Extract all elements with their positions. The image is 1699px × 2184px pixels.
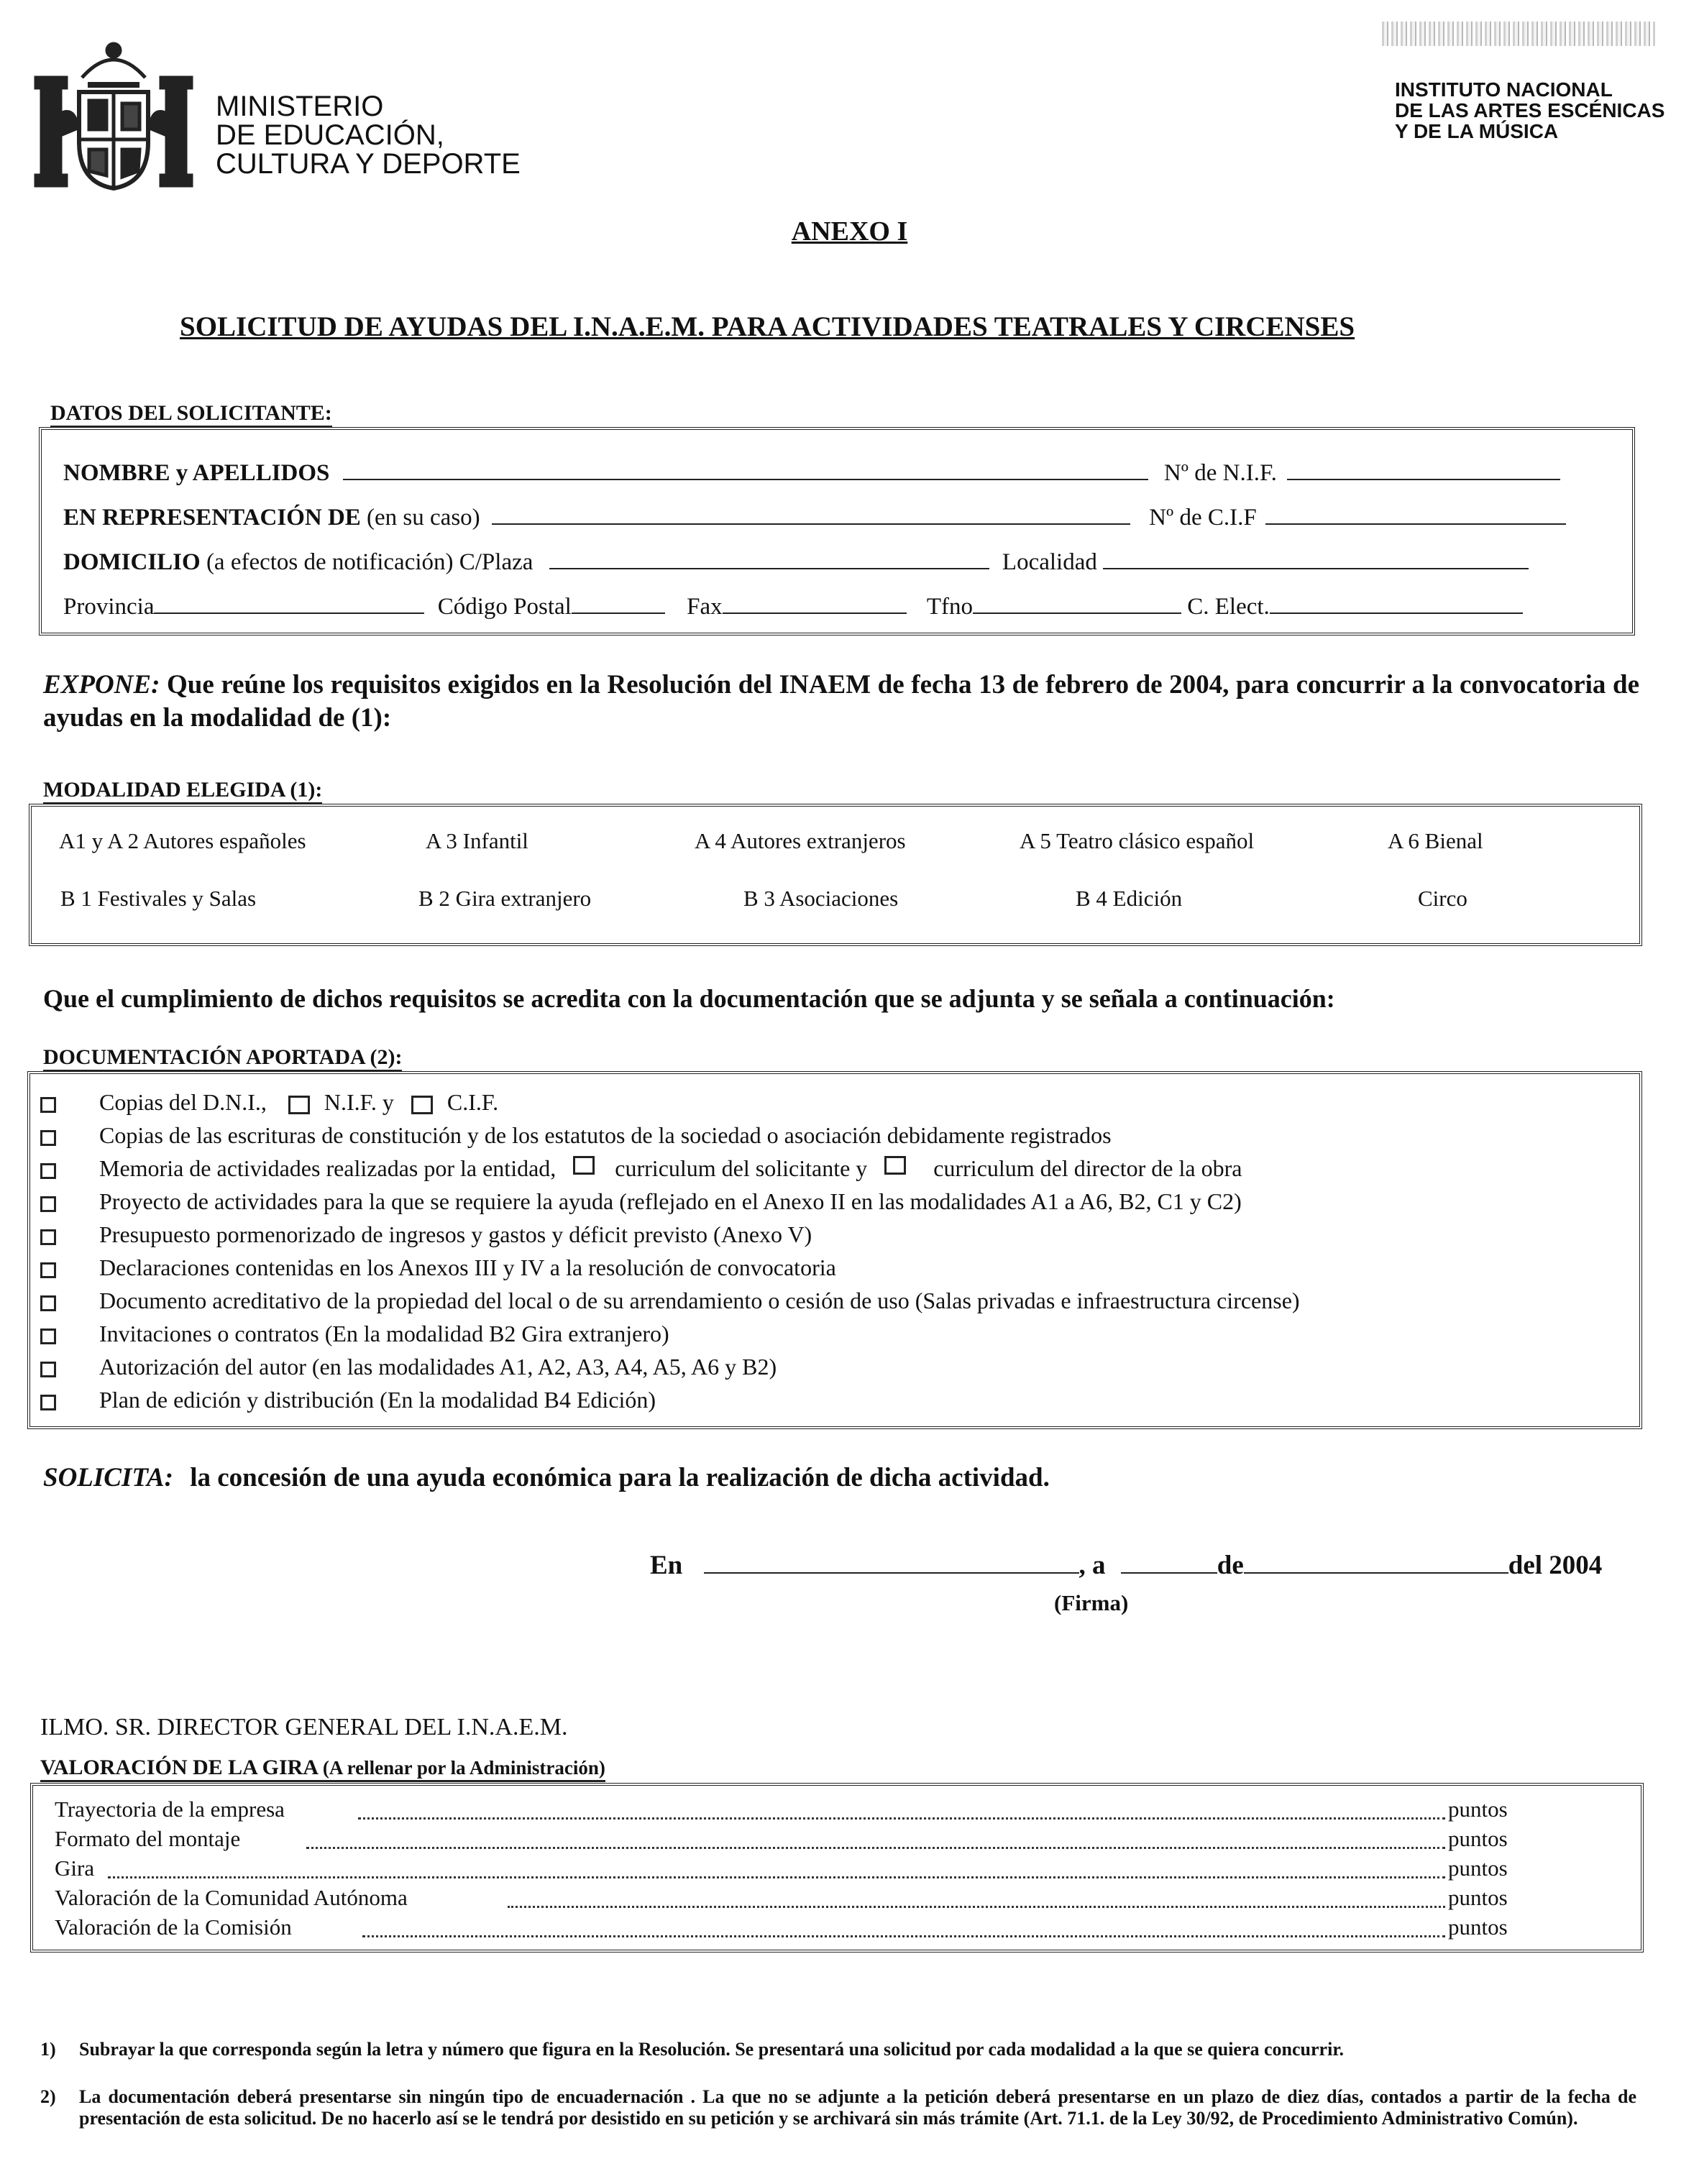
doc-item-7 [40,1284,1300,1317]
expone-text: Que reúne los requisitos exigidos en la Resolución del INAEM de fecha 13 de febrero de 2004, para concurrir a la convocatoria de ayudas en la modalidad de (1): [43,670,1640,733]
email-label: C. Elect. [1187,594,1270,620]
address-field[interactable] [549,568,989,569]
doc-item-2-label: Copias de las escrituras de constitución y de los estatutos de la sociedad o asociación debidamente registrados [99,1122,1112,1148]
checkbox[interactable] [40,1097,56,1113]
modality-a3[interactable]: A 3 Infantil [426,828,528,853]
doc-item-9-label: Autorización del autor (en las modalidades A1, A2, A3, A4, A5, A6 y B2) [99,1354,777,1380]
signature-line [650,1550,1602,1581]
footnote-1-text: Subrayar la que corresponda según la letra y número que figura en la Resolución. Se presentará una solicitud por cada modalidad a la que se quiera concurrir. [79,2039,1344,2060]
checkbox[interactable] [40,1329,56,1344]
doc-item-3 [40,1152,1300,1185]
institute-line-3: Y DE LA MÚSICA [1395,120,1559,142]
form-title: SOLICITUD DE AYUDAS DEL I.N.A.E.M. PARA ACTIVIDADES TEATRALES Y CIRCENSES [180,311,1355,342]
valuation-item-1: Trayectoria de la empresa [55,1797,285,1822]
ministry-name [216,92,521,178]
expone-paragraph [43,669,1639,735]
email-field[interactable] [1270,612,1523,614]
checkbox[interactable] [40,1295,56,1311]
postal-field[interactable] [572,612,665,614]
phone-field[interactable] [973,612,1181,614]
doc-item-10 [40,1383,1300,1416]
doc-item-3-memory-label: Memoria de actividades realizadas por la entidad, [99,1155,557,1181]
checkbox[interactable] [573,1156,595,1175]
valuation-dots-5 [362,1935,1445,1937]
ministry-line-1: MINISTERIO [216,91,384,122]
coat-of-arms-logo [32,35,196,194]
ministry-line-3: CULTURA Y DEPORTE [216,148,521,180]
doc-item-1-nif-label: N.I.F. y [324,1089,394,1115]
valuation-subtitle: (A rellenar por la Administración) [322,1757,605,1779]
valuation-item-4: Valoración de la Comunidad Autónoma [55,1885,408,1910]
checkbox[interactable] [40,1196,56,1212]
doc-item-1 [40,1086,1300,1119]
contact-row [63,594,1523,620]
signature-firma-label: (Firma) [1054,1590,1129,1615]
checkbox[interactable] [40,1130,56,1146]
checkbox[interactable] [40,1262,56,1278]
doc-item-1-dni-label: Copias del D.N.I., [99,1089,267,1115]
province-label: Provincia [63,594,155,620]
checkbox[interactable] [411,1096,433,1114]
valuation-title-main: VALORACIÓN DE LA GIRA [40,1756,318,1779]
doc-item-1-cif-label: C.I.F. [446,1089,499,1115]
modality-b1[interactable]: B 1 Festivales y Salas [60,886,257,911]
fax-label: Fax [687,594,723,620]
documentation-section-label: DOCUMENTACIÓN APORTADA (2): [43,1045,402,1072]
fax-field[interactable] [723,612,907,614]
annex-title: ANEXO I [791,216,908,247]
name-row [63,460,1560,487]
documentation-list [40,1086,1300,1416]
representation-hint: (en su caso) [367,505,480,531]
solicita-paragraph [43,1462,1050,1493]
valuation-dots-4 [508,1906,1445,1908]
doc-item-10-label: Plan de edición y distribución (En la modalidad B4 Edición) [99,1387,656,1413]
stamp-noise [1382,22,1655,46]
ministry-line-2: DE EDUCACIÓN, [216,119,444,151]
valuation-dots-1 [358,1817,1445,1820]
doc-item-8-label: Invitaciones o contratos (En la modalidad B2 Gira extranjero) [99,1321,669,1346]
footnote-1-number: 1) [40,2039,56,2060]
modality-section-label: MODALIDAD ELEGIDA (1): [43,778,322,804]
checkbox[interactable] [40,1229,56,1245]
valuation-points-2[interactable]: puntos [1448,1826,1508,1851]
institute-name [1395,79,1664,142]
doc-item-3-director-cv-label: curriculum del director de la obra [933,1155,1242,1181]
modality-circo[interactable]: Circo [1418,886,1467,911]
doc-item-8 [40,1317,1300,1350]
valuation-points-column [1448,1794,1508,1942]
applicant-section-label: DATOS DEL SOLICITANTE: [50,401,332,428]
nif-label: Nº de N.I.F. [1163,460,1277,486]
modality-a6[interactable]: A 6 Bienal [1388,828,1483,853]
modality-a1-a2[interactable]: A1 y A 2 Autores españoles [59,828,306,853]
cif-label: Nº de C.I.F [1149,505,1257,531]
institute-line-1: INSTITUTO NACIONAL [1395,78,1613,101]
valuation-title [40,1756,605,1782]
doc-item-5 [40,1218,1300,1251]
signature-en-label: En [650,1551,683,1580]
solicita-lead: SOLICITA: [43,1463,173,1492]
valuation-item-3: Gira [55,1855,95,1881]
valuation-list [55,1794,408,1942]
province-field[interactable] [154,612,424,614]
valuation-points-3[interactable]: puntos [1448,1855,1508,1881]
valuation-points-5[interactable]: puntos [1448,1914,1508,1940]
phone-label: Tfno [926,594,973,620]
doc-item-2 [40,1119,1300,1152]
doc-item-6 [40,1251,1300,1284]
signature-year-label: del 2004 [1508,1551,1603,1580]
modality-box [29,804,1642,946]
expone-lead: EXPONE: [43,670,160,699]
doc-item-5-label: Presupuesto pormenorizado de ingresos y gastos y déficit previsto (Anexo V) [99,1221,812,1247]
signature-month-field[interactable] [1244,1572,1508,1574]
valuation-item-5: Valoración de la Comisión [55,1914,292,1940]
doc-item-6-label: Declaraciones contenidas en los Anexos III y IV a la resolución de convocatoria [99,1254,836,1280]
footnote-2-number: 2) [40,2086,56,2107]
checkbox[interactable] [288,1096,310,1114]
checkbox[interactable] [884,1156,906,1175]
checkbox[interactable] [40,1395,56,1410]
modality-a4[interactable]: A 4 Autores extranjeros [695,828,906,853]
modality-b3[interactable]: B 3 Asociaciones [743,886,899,911]
representation-row [63,505,1566,531]
checkbox[interactable] [40,1362,56,1377]
accredit-paragraph: Que el cumplimiento de dichos requisitos se acredita con la documentación que se adjunta y se señala a continuación: [43,984,1335,1013]
signature-a-label: , a [1079,1551,1106,1580]
modality-b2[interactable]: B 2 Gira extranjero [418,886,592,911]
locality-field[interactable] [1103,568,1529,569]
modality-b4[interactable]: B 4 Edición [1076,886,1183,911]
cif-field[interactable] [1265,523,1566,525]
modality-a5[interactable]: A 5 Teatro clásico español [1020,828,1255,853]
doc-item-7-label: Documento acreditativo de la propiedad del local o de su arrendamiento o cesión de uso (Salas privadas e infraestructura circense) [99,1288,1300,1313]
nif-field[interactable] [1287,479,1560,480]
name-label: NOMBRE y APELLIDOS [63,460,330,486]
footnote-2 [40,2086,1636,2129]
institute-line-2: DE LAS ARTES ESCÉNICAS [1395,99,1665,121]
signature-place-field[interactable] [704,1572,1079,1574]
valuation-points-4[interactable]: puntos [1448,1885,1508,1910]
address-row [63,549,1529,576]
representation-field[interactable] [492,523,1130,525]
locality-label: Localidad [1002,549,1097,575]
addressee: ILMO. SR. DIRECTOR GENERAL DEL I.N.A.E.M. [40,1714,568,1740]
doc-item-3-applicant-cv-label: curriculum del solicitante y [615,1155,868,1181]
signature-day-field[interactable] [1121,1572,1217,1574]
valuation-points-1[interactable]: puntos [1448,1797,1508,1822]
valuation-item-2: Formato del montaje [55,1826,241,1851]
solicita-text: la concesión de una ayuda económica para la realización de dicha actividad. [190,1463,1050,1492]
footnote-2-text: La documentación deberá presentarse sin ningún tipo de encuadernación . La que no se adjunte a la petición deberá presentarse en un plazo de diez días, contados a partir de la fecha de presentación de esta solicitud. De no hacerlo así se le tendrá por desistido en su petición y se archivará sin más trámite (Art. 71.1. de la Ley 30/92, de Procedimiento Administrativo Común). [79,2086,1636,2129]
representation-label: EN REPRESENTACIÓN DE [63,505,361,531]
name-field[interactable] [343,479,1148,480]
address-hint: (a efectos de notificación) C/Plaza [206,549,533,575]
address-label: DOMICILIO [63,549,201,575]
checkbox[interactable] [40,1163,56,1179]
doc-item-4-label: Proyecto de actividades para la que se requiere la ayuda (reflejado en el Anexo II en las modalidades A1 a A6, B2, C1 y C2) [99,1188,1242,1214]
valuation-dots-3 [108,1876,1445,1878]
valuation-dots-2 [306,1847,1445,1849]
footnote-1 [40,2039,1636,2060]
doc-item-4 [40,1185,1300,1218]
signature-de-label: de [1217,1551,1244,1580]
postal-label: Código Postal [437,594,572,620]
doc-item-9 [40,1350,1300,1383]
